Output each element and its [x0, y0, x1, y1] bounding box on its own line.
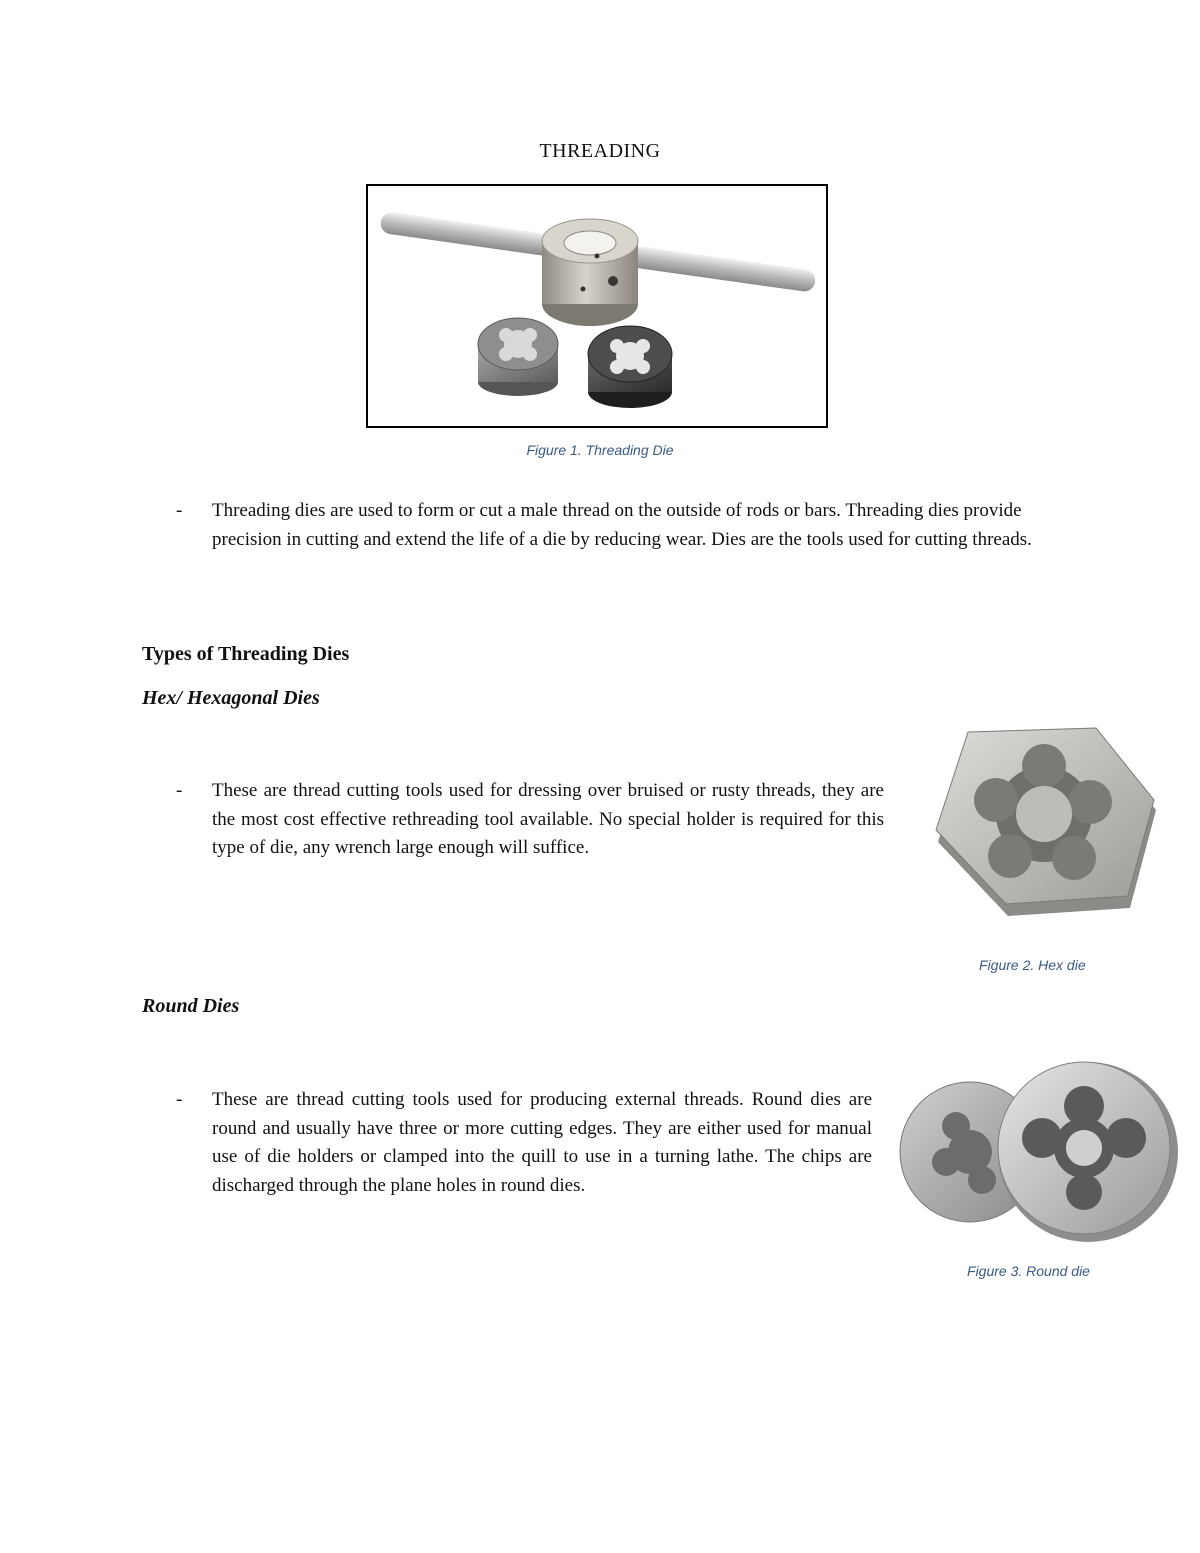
- page-title: THREADING: [539, 140, 661, 162]
- round-paragraph: [176, 1086, 872, 1200]
- hex-dies-heading: Hex/ Hexagonal Dies: [142, 687, 320, 709]
- figure-1-frame: [366, 184, 828, 428]
- round-die-illustration: [898, 1052, 1182, 1252]
- round-dies-heading: Round Dies: [142, 995, 240, 1017]
- hex-die-illustration: [898, 710, 1178, 942]
- types-heading: Types of Threading Dies: [142, 643, 350, 665]
- hex-paragraph: [176, 777, 884, 863]
- figure-2-caption: Figure 2. Hex die: [979, 957, 1086, 973]
- figure-1-caption: Figure 1. Threading Die: [526, 442, 674, 458]
- figure-3-caption: Figure 3. Round die: [967, 1263, 1090, 1279]
- threading-die-illustration: [368, 186, 826, 426]
- intro-paragraph: [176, 497, 1032, 554]
- intro-text: Threading dies are used to form or cut a male thread on the outside of rods or bars. Threading dies provide precision in cutting and extend the life of a die by reducing wear. Dies are the tools used for cutting threads.: [212, 500, 1032, 550]
- round-text: These are thread cutting tools used for producing external threads. Round dies are round and usually have three or more cutting edges. They are either used for manual use of die holders or clamped into the quill to use in a turning lathe. The chips are discharged through the plane holes in round dies.: [212, 1089, 872, 1196]
- bullet-dash: -: [176, 1089, 183, 1110]
- hex-text: These are thread cutting tools used for dressing over bruised or rusty threads, they are the most cost effective rethreading tool available. No special holder is required for this type of die, any wrench large enough will suffice.: [212, 780, 884, 858]
- bullet-dash: -: [176, 780, 183, 801]
- bullet-dash: -: [176, 500, 183, 521]
